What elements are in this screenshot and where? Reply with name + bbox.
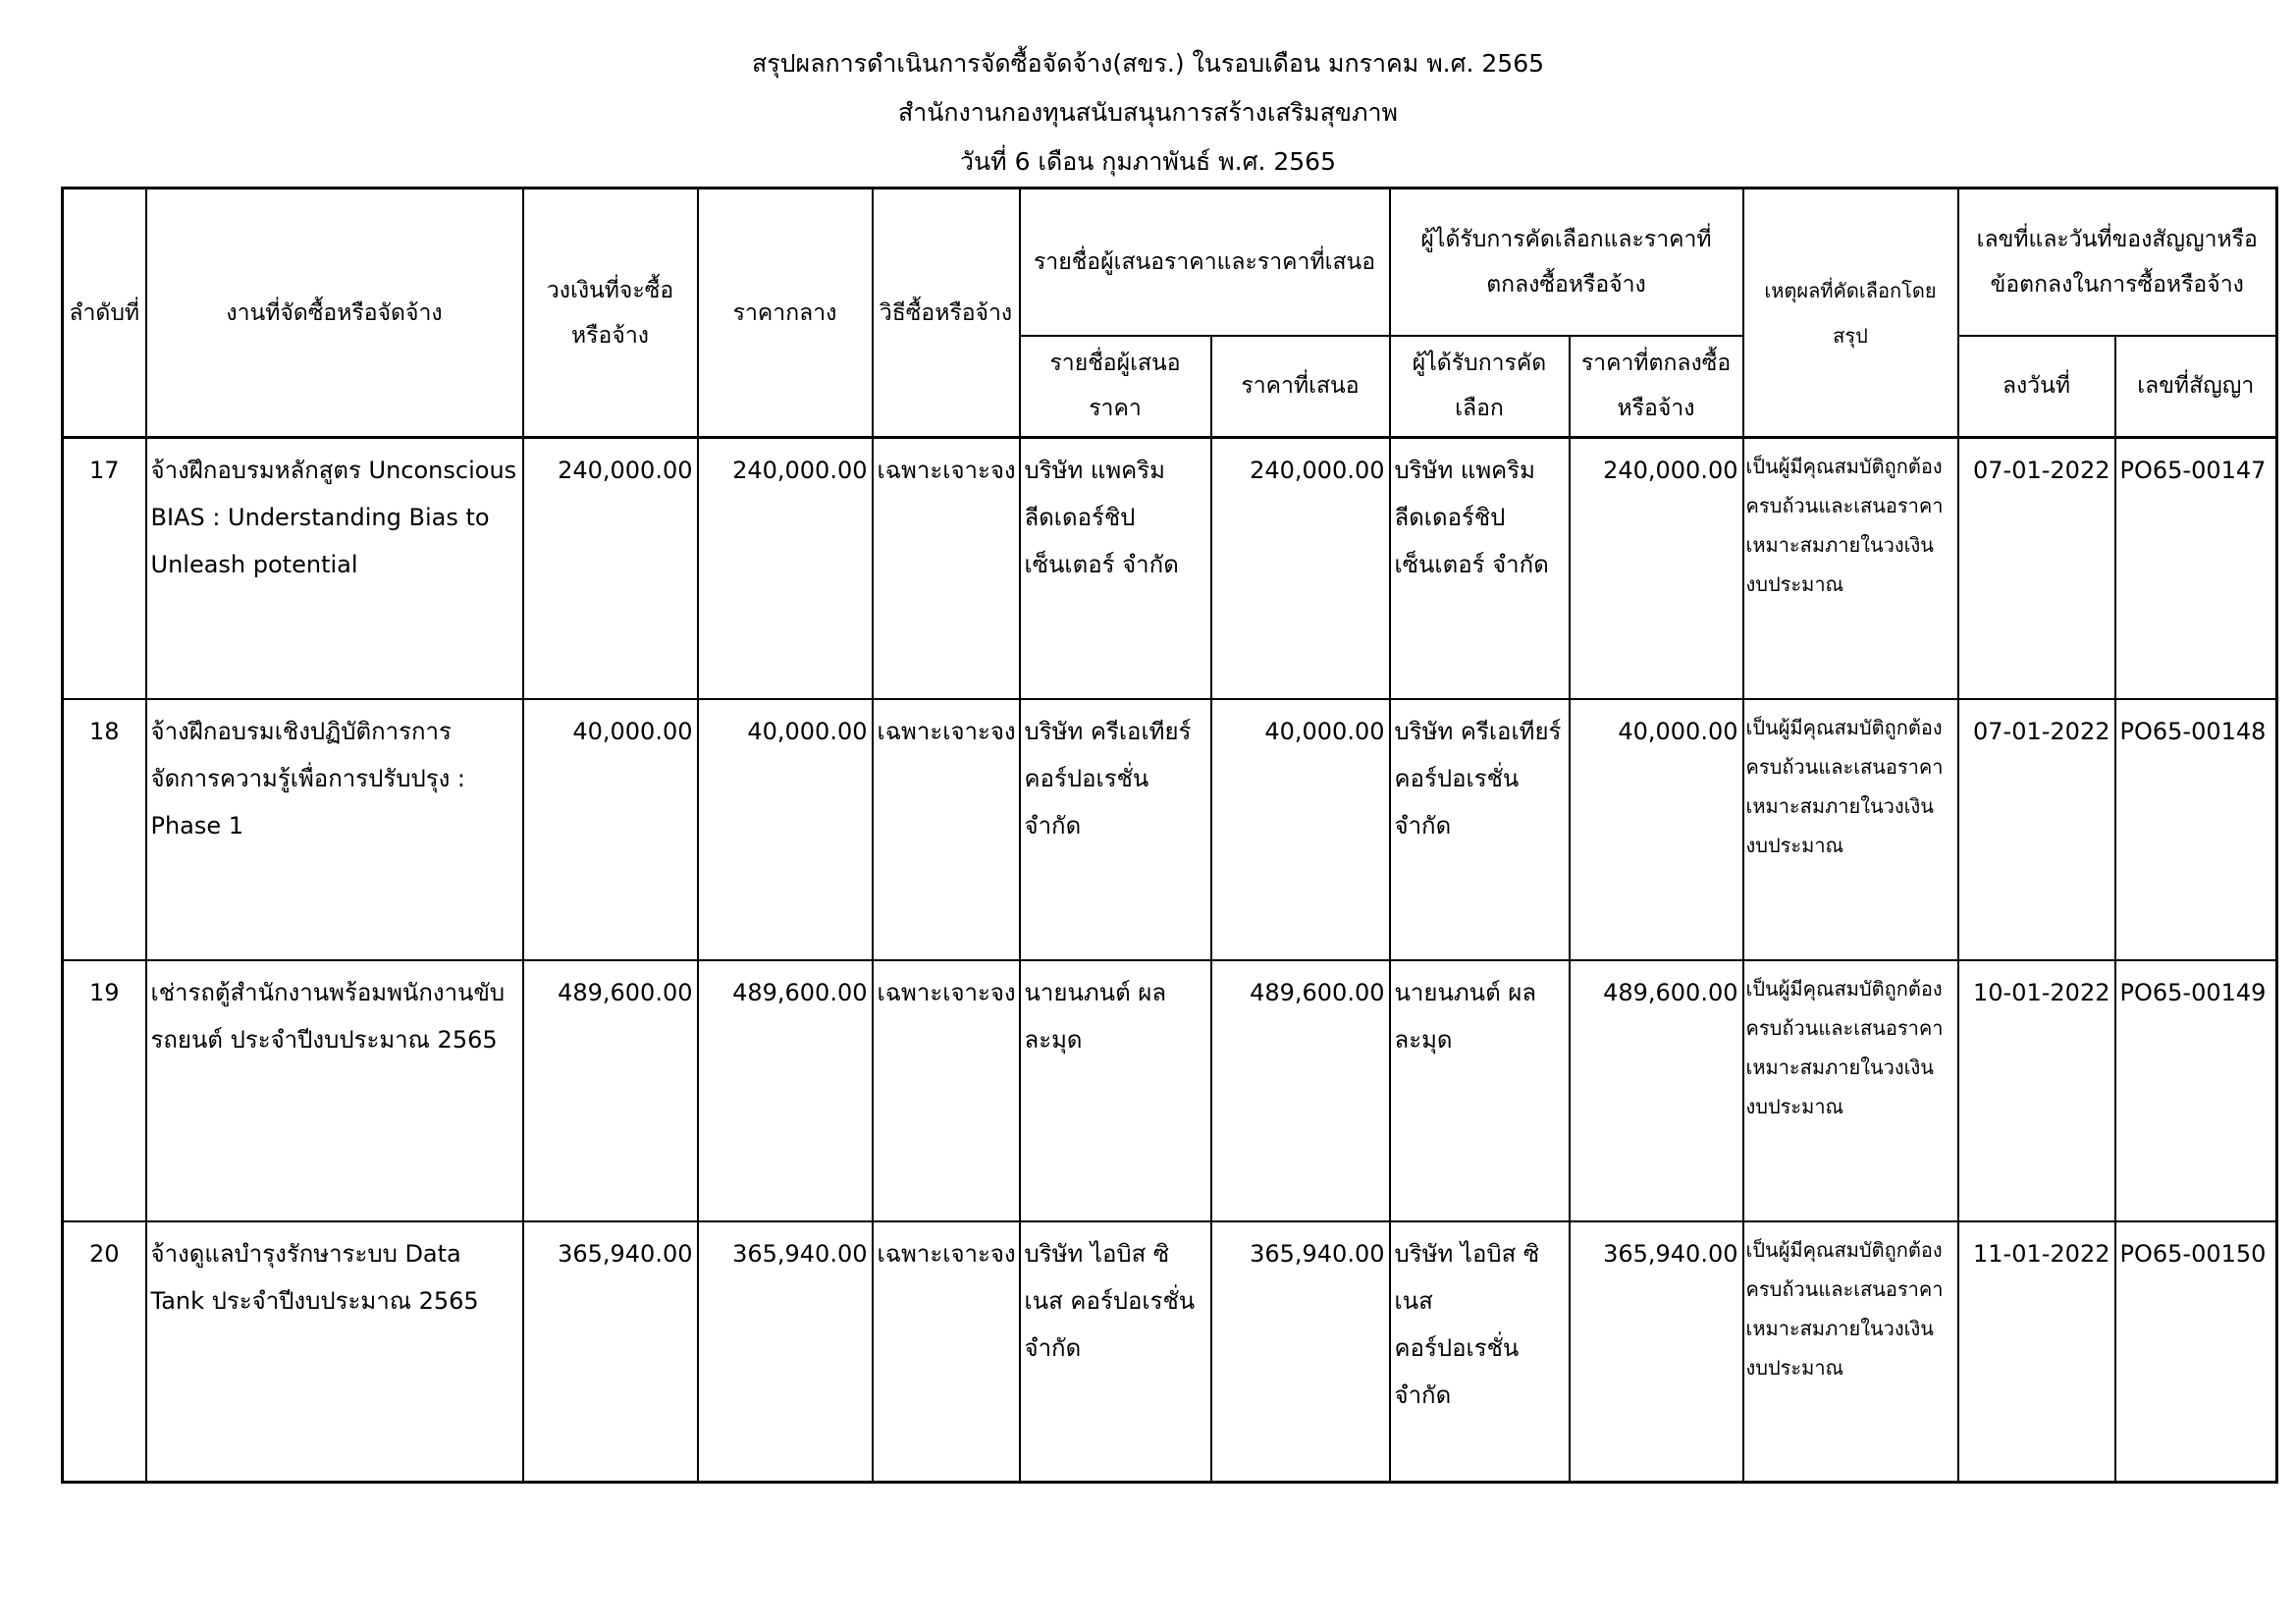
table-header [63,189,2277,438]
row-reason: เป็นผู้มีคุณสมบัติถูกต้องครบถ้วนและเสนอราคาเหมาะสมภายในวงเงินงบประมาณ [1743,438,1958,699]
col-header-contract-date: ลงวันที่ [1958,336,2115,438]
row-budget: 365,940.00 [523,1221,698,1483]
row-bidder-name: นายนภนต์ ผลละมุด [1020,960,1211,1221]
row-median-price: 489,600.00 [698,960,873,1221]
row-budget: 240,000.00 [523,438,698,699]
row-contract-date: 07-01-2022 [1958,699,2115,960]
row-median-price: 40,000.00 [698,699,873,960]
col-header-winner-name: ผู้ได้รับการคัดเลือก [1390,336,1570,438]
col-header-median-price: ราคากลาง [698,189,873,438]
col-header-method: วิธีซื้อหรือจ้าง [873,189,1020,438]
row-contract-no: PO65-00149 [2115,960,2277,1221]
row-method: เฉพาะเจาะจง [873,960,1020,1221]
table-row [63,1221,2277,1483]
row-contract-no: PO65-00148 [2115,699,2277,960]
col-header-contract-group: เลขที่และวันที่ของสัญญาหรือข้อตกลงในการซื้อหรือจ้าง [1958,189,2277,336]
row-bid-price: 240,000.00 [1211,438,1390,699]
table-row [63,960,2277,1221]
col-header-budget: วงเงินที่จะซื้อหรือจ้าง [523,189,698,438]
row-item: จ้างฝึกอบรมหลักสูตร Unconscious BIAS : Understanding Bias to Unleash potential [146,438,523,699]
row-method: เฉพาะเจาะจง [873,438,1020,699]
report-title: สรุปผลการดำเนินการจัดซื้อจัดจ้าง(สขร.) ในรอบเดือน มกราคม พ.ศ. 2565 [751,49,1545,78]
row-winner-name: นายนภนต์ ผลละมุด [1390,960,1570,1221]
col-header-bid-price: ราคาที่เสนอ [1211,336,1390,438]
col-header-contract-no: เลขที่สัญญา [2115,336,2277,438]
row-reason: เป็นผู้มีคุณสมบัติถูกต้องครบถ้วนและเสนอราคาเหมาะสมภายในวงเงินงบประมาณ [1743,960,1958,1221]
row-agreed-price: 365,940.00 [1570,1221,1743,1483]
row-reason: เป็นผู้มีคุณสมบัติถูกต้องครบถ้วนและเสนอราคาเหมาะสมภายในวงเงินงบประมาณ [1743,1221,1958,1483]
col-header-bidder-name: รายชื่อผู้เสนอราคา [1020,336,1211,438]
table-row [63,699,2277,960]
col-header-no: ลำดับที่ [63,189,146,438]
row-winner-name: บริษัท ไอบิส ซิเนส คอร์ปอเรชั่น จำกัด [1390,1221,1570,1483]
row-bidder-name: บริษัท ครีเอเทียร์ คอร์ปอเรชั่น จำกัด [1020,699,1211,960]
row-contract-no: PO65-00147 [2115,438,2277,699]
row-agreed-price: 489,600.00 [1570,960,1743,1221]
procurement-table [61,187,2278,1484]
row-budget: 489,600.00 [523,960,698,1221]
row-budget: 40,000.00 [523,699,698,960]
row-bid-price: 365,940.00 [1211,1221,1390,1483]
row-no: 18 [63,699,146,960]
col-header-winner-group: ผู้ได้รับการคัดเลือกและราคาที่ตกลงซื้อหรือจ้าง [1390,189,1743,336]
row-method: เฉพาะเจาะจง [873,699,1020,960]
row-no: 20 [63,1221,146,1483]
row-contract-date: 10-01-2022 [1958,960,2115,1221]
row-no: 17 [63,438,146,699]
row-median-price: 365,940.00 [698,1221,873,1483]
row-contract-no: PO65-00150 [2115,1221,2277,1483]
table-row [63,438,2277,699]
row-method: เฉพาะเจาะจง [873,1221,1020,1483]
document-header [0,39,2296,187]
report-date: วันที่ 6 เดือน กุมภาพันธ์ พ.ศ. 2565 [960,147,1336,176]
row-bid-price: 489,600.00 [1211,960,1390,1221]
row-item: จ้างฝึกอบรมเชิงปฏิบัติการการจัดการความรู้เพื่อการปรับปรุง : Phase 1 [146,699,523,960]
row-no: 19 [63,960,146,1221]
col-header-reason: เหตุผลที่คัดเลือกโดยสรุป [1743,189,1958,438]
row-agreed-price: 240,000.00 [1570,438,1743,699]
row-reason: เป็นผู้มีคุณสมบัติถูกต้องครบถ้วนและเสนอราคาเหมาะสมภายในวงเงินงบประมาณ [1743,699,1958,960]
row-bidder-name: บริษัท แพคริม ลีดเดอร์ชิป เซ็นเตอร์ จำกัด [1020,438,1211,699]
agency-name: สำนักงานกองทุนสนับสนุนการสร้างเสริมสุขภาพ [897,98,1399,127]
row-bidder-name: บริษัท ไอบิส ซิเนส คอร์ปอเรชั่น จำกัด [1020,1221,1211,1483]
col-header-agreed-price: ราคาที่ตกลงซื้อหรือจ้าง [1570,336,1743,438]
row-winner-name: บริษัท แพคริม ลีดเดอร์ชิป เซ็นเตอร์ จำกัด [1390,438,1570,699]
row-contract-date: 11-01-2022 [1958,1221,2115,1483]
row-winner-name: บริษัท ครีเอเทียร์ คอร์ปอเรชั่น จำกัด [1390,699,1570,960]
row-contract-date: 07-01-2022 [1958,438,2115,699]
row-bid-price: 40,000.00 [1211,699,1390,960]
row-item: เช่ารถตู้สำนักงานพร้อมพนักงานขับรถยนต์ ประจำปีงบประมาณ 2565 [146,960,523,1221]
row-agreed-price: 40,000.00 [1570,699,1743,960]
row-item: จ้างดูแลบำรุงรักษาระบบ Data Tank ประจำปีงบประมาณ 2565 [146,1221,523,1483]
row-median-price: 240,000.00 [698,438,873,699]
col-header-item: งานที่จัดซื้อหรือจัดจ้าง [146,189,523,438]
col-header-bidders-group: รายชื่อผู้เสนอราคาและราคาที่เสนอ [1020,189,1390,336]
